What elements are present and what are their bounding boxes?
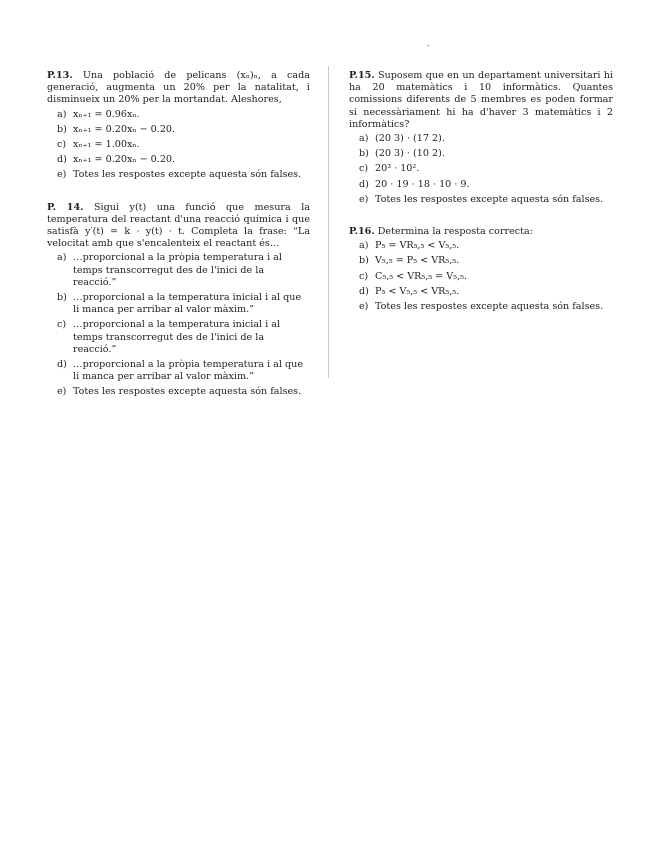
option-e[interactable] xyxy=(349,301,613,313)
option-text: …proporcional a la temperatura inicial i al que li manca per arribar al valor màxim.” xyxy=(73,292,302,316)
option-text: Totes les respostes excepte aquesta són falses. xyxy=(73,169,302,181)
option-text: P₅ < V₅,₅ < VR₅,₅. xyxy=(375,285,460,297)
left-column xyxy=(47,70,310,411)
problem-14-number: P. 14. xyxy=(47,201,84,213)
option-d[interactable] xyxy=(349,179,613,191)
option-label: d) xyxy=(57,359,67,371)
problem-15 xyxy=(349,70,613,206)
option-label: d) xyxy=(57,154,67,166)
option-d[interactable] xyxy=(47,154,310,166)
option-a[interactable] xyxy=(47,252,310,289)
problem-16-text: Determina la resposta correcta: xyxy=(377,226,533,238)
option-c[interactable] xyxy=(349,271,613,283)
problem-16-stem xyxy=(349,226,613,238)
problem-13 xyxy=(47,70,310,182)
option-c[interactable] xyxy=(47,139,310,151)
option-label: b) xyxy=(57,292,67,304)
problem-13-number: P.13. xyxy=(47,70,73,81)
problem-16-options xyxy=(349,240,613,313)
option-d[interactable] xyxy=(47,359,310,383)
option-b[interactable] xyxy=(47,124,310,136)
option-text: 20³ · 10². xyxy=(375,163,420,175)
option-label: b) xyxy=(359,148,369,160)
option-b[interactable] xyxy=(349,148,613,160)
option-a[interactable] xyxy=(47,109,310,121)
option-e[interactable] xyxy=(349,194,613,206)
option-text: …proporcional a la temperatura inicial i al temps transcorregut des de l'inici de la reacció.” xyxy=(73,319,281,355)
problem-14-stem xyxy=(47,202,310,251)
option-text: Totes les respostes excepte aquesta són falses. xyxy=(375,193,604,205)
problem-13-stem xyxy=(47,70,310,107)
option-d[interactable] xyxy=(349,286,613,298)
option-label: c) xyxy=(57,319,67,331)
option-text: 20 · 19 · 18 · 10 · 9. xyxy=(375,178,470,190)
option-label: c) xyxy=(359,163,369,175)
option-a[interactable] xyxy=(349,133,613,145)
option-text: xₙ₊₁ = 0.96xₙ. xyxy=(73,108,140,120)
option-label: a) xyxy=(57,252,67,264)
problem-16-number: P.16. xyxy=(349,226,375,238)
option-text: P₅ = VR₅,₅ < V₅,₅. xyxy=(375,240,460,252)
option-label: c) xyxy=(359,270,369,282)
problem-14-text: Sigui y(t) una funció que mesura la temperatura del reactant d'una reacció química i que satisfà y′(t) = k · y(t) · t. Completa la frase: “La velocitat amb que s'encalenteix el reactant és… xyxy=(47,201,310,250)
option-text: Totes les respostes excepte aquesta són falses. xyxy=(73,386,302,398)
option-label: e) xyxy=(57,169,67,181)
option-e[interactable] xyxy=(47,386,310,398)
problem-15-text: Suposem que en un departament universitari hi ha 20 matemàtics i 10 informàtics. Quantes comissions diferents de 5 membres es poden formar si necessàriament hi ha d'haver 3 matemàtics i 2 informàtics? xyxy=(349,70,613,130)
option-label: e) xyxy=(359,193,369,205)
right-column xyxy=(349,70,613,325)
option-text: Totes les respostes excepte aquesta són falses. xyxy=(375,301,604,313)
problem-13-options xyxy=(47,109,310,182)
option-a[interactable] xyxy=(349,240,613,252)
problem-16 xyxy=(349,226,613,313)
option-text: xₙ₊₁ = 1.00xₙ. xyxy=(73,139,140,151)
option-label: c) xyxy=(57,139,67,151)
option-text: V₅,₅ = P₅ < VR₅,₅. xyxy=(375,255,460,267)
option-label: d) xyxy=(359,285,369,297)
option-text: (20 3) · (17 2). xyxy=(375,133,445,145)
problem-15-number: P.15. xyxy=(349,70,375,81)
problem-14 xyxy=(47,202,310,399)
option-label: a) xyxy=(359,240,369,252)
option-label: b) xyxy=(57,123,67,135)
page-mark: - xyxy=(427,41,430,50)
option-text: …proporcional a la pròpia temperatura i al que li manca per arribar al valor màxim.” xyxy=(73,359,304,383)
option-label: a) xyxy=(57,108,67,120)
problem-15-options xyxy=(349,133,613,206)
option-text: …proporcional a la pròpia temperatura i al temps transcorregut des de l'inici de la reacció.” xyxy=(73,252,282,288)
option-text: C₅,₅ < VR₅,₅ = V₅,₅. xyxy=(375,270,467,282)
option-b[interactable] xyxy=(349,255,613,267)
option-label: e) xyxy=(359,301,369,313)
option-e[interactable] xyxy=(47,169,310,181)
column-divider xyxy=(328,66,329,378)
option-label: d) xyxy=(359,178,369,190)
option-label: a) xyxy=(359,133,369,145)
option-text: xₙ₊₁ = 0.20xₙ − 0.20. xyxy=(73,123,176,135)
problem-15-stem xyxy=(349,70,613,131)
option-c[interactable] xyxy=(349,163,613,175)
problem-14-options xyxy=(47,252,310,398)
problem-13-text: Una població de pelicans (xₙ)ₙ, a cada generació, augmenta un 20% per la natalitat, i disminueix un 20% per la mortandat. Aleshores, xyxy=(47,70,310,106)
option-text: (20 3) · (10 2). xyxy=(375,148,445,160)
option-text: xₙ₊₁ = 0.20xₙ − 0.20. xyxy=(73,154,176,166)
option-label: b) xyxy=(359,255,369,267)
option-label: e) xyxy=(57,386,67,398)
option-b[interactable] xyxy=(47,292,310,316)
option-c[interactable] xyxy=(47,319,310,356)
